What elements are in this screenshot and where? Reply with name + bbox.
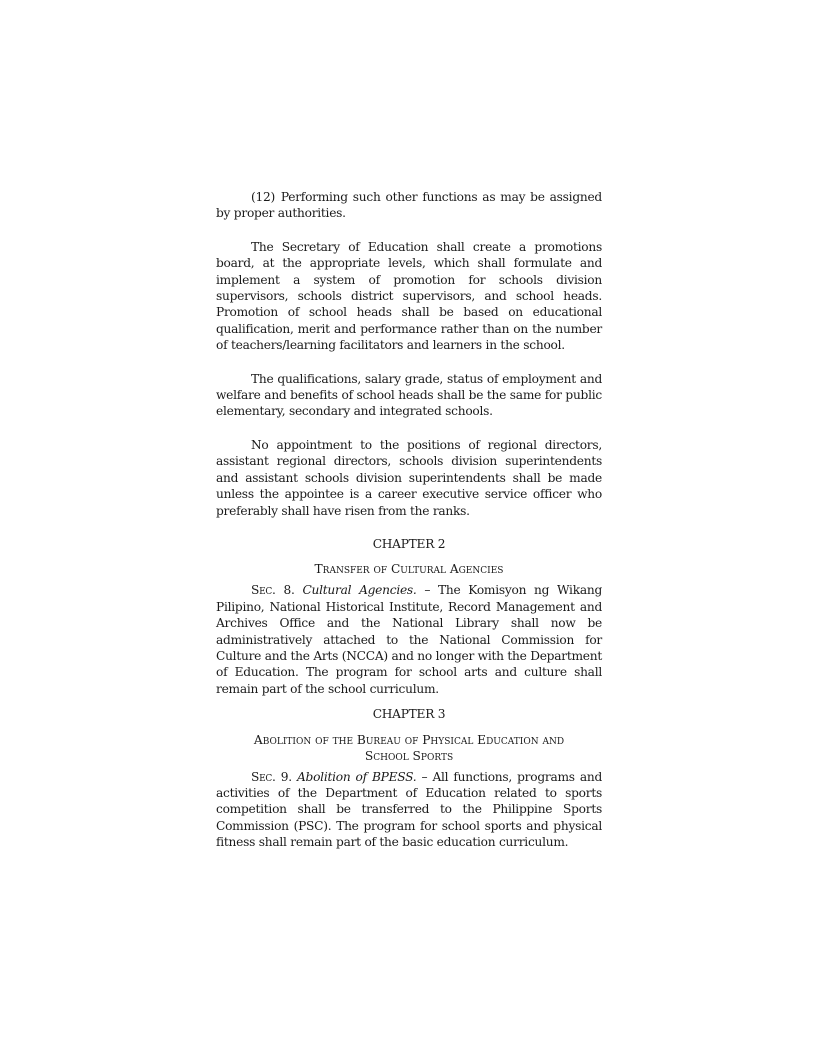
promotions-board-paragraph: The Secretary of Education shall create a promotions board, at the appropriate levels, which shall formulate and implement a system of promotion for schools division supervisors, schools district supervisors, and school heads. Promotion of school heads shall be based on educational qualification, merit and performance rather than on the number of teachers/learning facilitators and learners in the school. — [216, 239, 602, 353]
section-9-title: Abolition of BPESS. — [296, 769, 417, 784]
section-8-paragraph — [216, 582, 602, 697]
document-page-body — [216, 189, 602, 860]
qualifications-paragraph: The qualifications, salary grade, status of employment and welfare and benefits of school heads shall be the same for public elementary, secondary and integrated schools. — [216, 371, 602, 419]
section-9-label: Sec. 9. — [251, 769, 292, 784]
section-9-text: – All functions, programs and activities of the Department of Education related to sports competition shall be transferred to the Philippine Sports Commission (PSC). The program for school sports and physical fitness shall remain part of the basic education curriculum. — [216, 769, 603, 850]
section-9-paragraph — [216, 769, 602, 851]
chapter-3-title — [216, 732, 602, 764]
chapter-2-title: Transfer of Cultural Agencies — [314, 562, 504, 577]
chapter-3-title-line-1: Abolition of the Bureau of Physical Education and — [253, 732, 565, 747]
section-8-title: Cultural Agencies. — [302, 583, 417, 598]
chapter-3-title-line-2: School Sports — [364, 748, 454, 763]
chapter-2-heading: CHAPTER 2 — [372, 536, 446, 551]
chapter-3-heading: CHAPTER 3 — [372, 707, 446, 722]
appointment-paragraph: No appointment to the positions of regional directors, assistant regional directors, schools division superintendents and assistant schools division superintendents shall be made unless the appointee is a career executive service officer who preferably shall have risen from the ranks. — [216, 437, 602, 518]
section-8-label: Sec. 8. — [251, 583, 295, 598]
section-8-text: – The Komisyon ng Wikang Pilipino, National Historical Institute, Record Management and Archives Office and the National Library shall now be administratively attached to the National Commission for Culture and the Arts (NCCA) and no longer with the Department of Education. The program for school arts and culture shall remain part of the school curriculum. — [216, 583, 603, 696]
item-12-paragraph: (12) Performing such other functions as may be assigned by proper authorities. — [216, 190, 602, 221]
